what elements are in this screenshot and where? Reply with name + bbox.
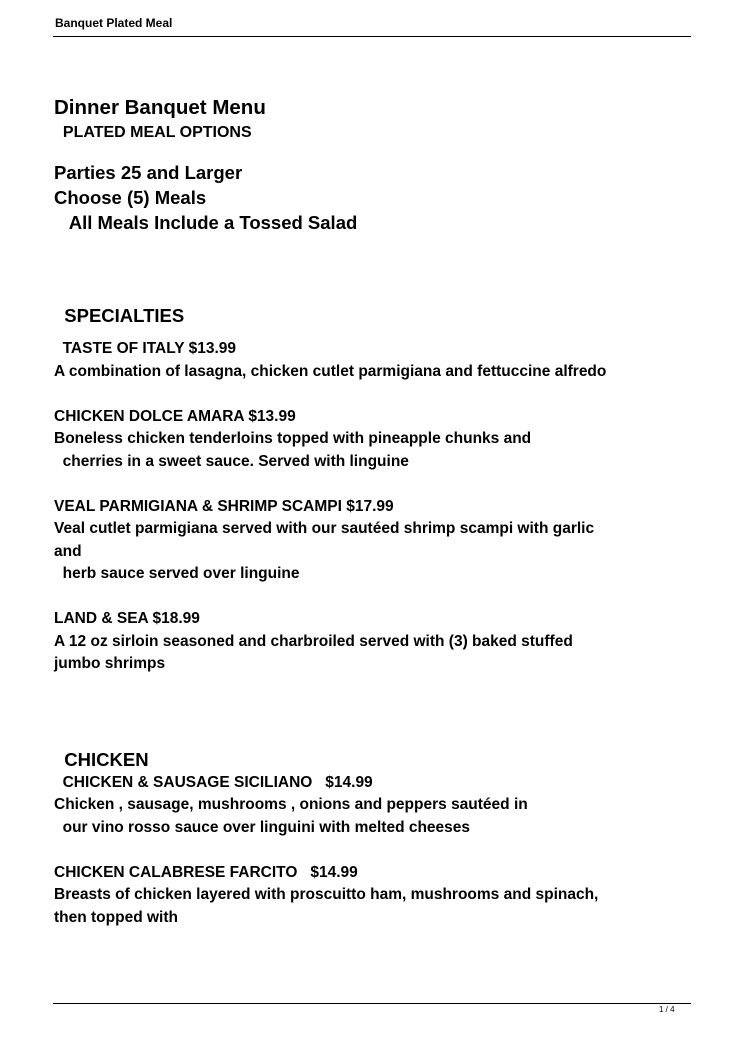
menu-item-description: and	[54, 542, 82, 560]
menu-item	[54, 772, 704, 840]
menu-item-description: Chicken , sausage, mushrooms , onions and peppers sautéed in	[54, 796, 528, 813]
menu-item-description: cherries in a sweet sauce. Served with linguine	[54, 452, 409, 470]
section-heading-specialties: SPECIALTIES	[54, 305, 185, 326]
menu-item-description: A combination of lasagna, chicken cutlet parmigiana and fettuccine alfredo	[54, 362, 607, 380]
footer-rule	[53, 1003, 691, 1004]
intro-line: Choose (5) Meals	[54, 187, 207, 208]
menu-item-description: our vino rosso sauce over linguini with melted cheeses	[54, 818, 471, 836]
menu-item-title: TASTE OF ITALY $13.99	[54, 340, 237, 357]
menu-subtitle: PLATED MEAL OPTIONS	[54, 124, 252, 141]
menu-item-title: CHICKEN DOLCE AMARA $13.99	[54, 407, 296, 425]
menu-content	[54, 94, 704, 929]
menu-item-title: VEAL PARMIGIANA & SHRIMP SCAMPI $17.99	[54, 497, 394, 515]
running-header: Banquet Plated Meal	[55, 16, 173, 30]
menu-item-description: then topped with	[54, 908, 178, 926]
intro-line: All Meals Include a Tossed Salad	[54, 212, 358, 233]
page-number: 1 / 4	[659, 1005, 675, 1014]
menu-item-description: Boneless chicken tenderloins topped with pineapple chunks and	[54, 430, 532, 447]
menu-item	[54, 406, 704, 474]
menu-title: Dinner Banquet Menu	[54, 96, 266, 119]
menu-item-description: A 12 oz sirloin seasoned and charbroiled served with (3) baked stuffed	[54, 632, 573, 650]
menu-item	[54, 338, 704, 383]
menu-item-title: CHICKEN & SAUSAGE SICILIANO $14.99	[54, 773, 373, 791]
menu-item-title: CHICKEN CALABRESE FARCITO $14.99	[54, 863, 358, 881]
menu-item	[54, 608, 704, 676]
menu-item-description: jumbo shrimps	[54, 655, 166, 672]
menu-item-description: Veal cutlet parmigiana served with our sautéed shrimp scampi with garlic	[54, 520, 595, 537]
menu-item-title: LAND & SEA $18.99	[54, 610, 200, 627]
section-heading-chicken: CHICKEN	[54, 748, 149, 770]
menu-item-description: herb sauce served over linguine	[54, 565, 300, 582]
menu-item	[54, 496, 704, 586]
menu-item	[54, 862, 704, 930]
intro-line: Parties 25 and Larger	[54, 162, 243, 183]
menu-item-description: Breasts of chicken layered with proscuitto ham, mushrooms and spinach,	[54, 886, 599, 903]
header-rule	[53, 36, 691, 37]
